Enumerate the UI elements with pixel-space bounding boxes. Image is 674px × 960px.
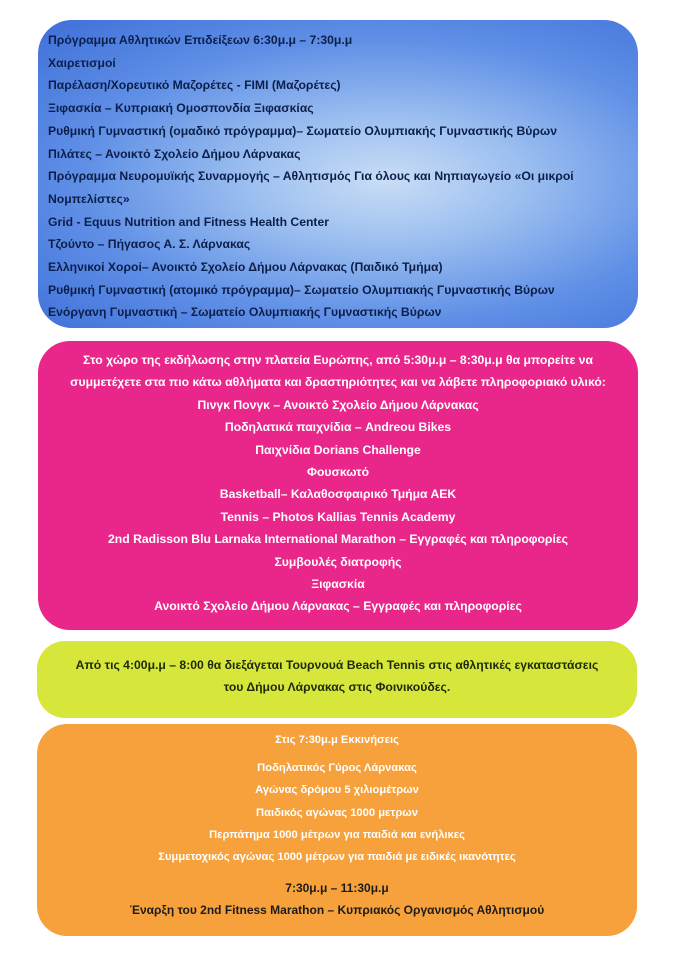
activity-item: Φουσκωτό <box>306 465 370 480</box>
starts-heading: Στις 7:30μ.μ Εκκινήσεις <box>275 734 399 746</box>
activities-intro: Στο χώρο της εκδήλωσης στην πλατεία Ευρώπης, από 5:30μ.μ – 8:30μ.μ θα μπορείτε να <box>83 353 593 367</box>
beach-tennis-line: του Δήμου Λάρνακας στις Φοινικούδες. <box>223 680 451 694</box>
programme-item: Ενόργανη Γυμναστική – Σωματείο Ολυμπιακής Γυμναστικής Βύρων <box>48 305 442 320</box>
programme-item: Τζούντο – Πήγασος Α. Σ. Λάρνακας <box>48 237 251 252</box>
programme-item: Ρυθμική Γυμναστική (ομαδικό πρόγραμμα)– Σωματείο Ολυμπιακής Γυμναστικής Βύρων <box>48 123 557 138</box>
programme-item: Ρυθμική Γυμναστική (ατομικό πρόγραμμα)– Σωματείο Ολυμπιακής Γυμναστικής Βύρων <box>48 282 555 297</box>
activity-item: Ανοικτό Σχολείο Δήμου Λάρνακας – Εγγραφές και πληροφορίες <box>154 599 522 614</box>
start-item: Ποδηλατικός Γύρος Λάρνακας <box>257 762 417 775</box>
activity-item: Πινγκ Πονγκ – Ανοικτό Σχολείο Δήμου Λάρνακας <box>197 397 479 412</box>
activities-panel <box>38 341 638 630</box>
activity-item: Ποδηλατικά παιχνίδια – Andreou Bikes <box>224 420 452 435</box>
activities-intro: συμμετέχετε στα πιο κάτω αθλήματα και δραστηριότητες και να λάβετε πληροφοριακό υλικό: <box>70 375 606 390</box>
start-item: Συμμετοχικός αγώνας 1000 μέτρων για παιδιά με ειδικές ικανότητες <box>158 851 516 864</box>
start-item: Περπάτημα 1000 μέτρων για παιδιά και ενήλικες <box>209 828 465 841</box>
programme-item: Πιλάτες – Ανοικτό Σχολείο Δήμου Λάρνακας <box>48 146 301 161</box>
programme-item: Ξιφασκία – Κυπριακή Ομοσπονδία Ξιφασκίας <box>48 101 314 116</box>
activity-item: Συμβουλές διατροφής <box>274 554 402 569</box>
programme-item: Χαιρετισμοί <box>48 55 116 70</box>
activity-item: Ξιφασκία <box>311 577 365 592</box>
demonstrations-panel <box>38 20 638 328</box>
marathon-time: 7:30μ.μ – 11:30μ.μ <box>285 881 389 896</box>
programme-title: Πρόγραμμα Αθλητικών Επιδείξεων 6:30μ.μ – 7:30μ.μ <box>48 33 353 47</box>
activity-item: 2nd Radisson Blu Larnaka International Marathon – Εγγραφές και πληροφορίες <box>108 532 568 547</box>
start-item: Αγώνας δρόμου 5 χιλιομέτρων <box>255 784 419 797</box>
programme-item: Grid - Equus Nutrition and Fitness Health Center <box>48 214 330 229</box>
programme-item: Παρέλαση/Χορευτικό Μαζορέτες - FIMI (Μαζορέτες) <box>48 78 341 93</box>
beach-tennis-line: Από τις 4:00μ.μ – 8:00 θα διεξάγεται Τουρνουά Beach Tennis στις αθλητικές εγκαταστάσεις <box>75 658 599 672</box>
programme-item: Ελληνικοί Χοροί– Ανοικτό Σχολείο Δήμου Λάρνακας (Παιδικό Τμήμα) <box>48 260 443 275</box>
marathon-opening: Έναρξη του 2nd Fitness Marathon – Κυπριακός Οργανισμός Αθλητισμού <box>129 903 545 918</box>
activity-item: Tennis – Photos Kallias Tennis Academy <box>220 509 456 524</box>
activity-item: Basketball– Καλαθοσφαιρικό Τμήμα ΑΕΚ <box>219 487 457 502</box>
start-item: Παιδικός αγώνας 1000 μετρων <box>256 806 418 819</box>
activity-item: Παιχνίδια Dorians Challenge <box>255 442 421 457</box>
starts-panel <box>37 724 637 936</box>
beach-tennis-panel <box>37 641 637 718</box>
programme-item: Πρόγραμμα Νευρομυϊκής Συναρμογής – Αθλητισμός Για όλους και Νηπιαγωγείο «Οι μικροί Νομπελίστες» <box>48 169 574 206</box>
